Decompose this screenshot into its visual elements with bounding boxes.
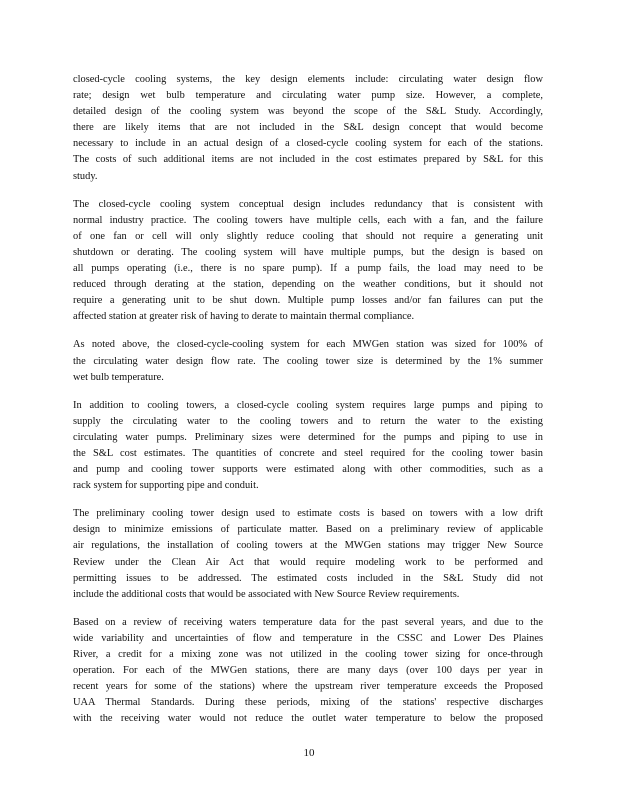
text-line: design to minimize emissions of particulate matter. Based on a preliminary review of applicable	[73, 524, 543, 536]
text-line: detailed design of the cooling system was beyond the scope of the S&L Study. Accordingly,	[73, 106, 543, 118]
text-line: reduced through derating at the station, depending on the weather conditions, but it should not	[73, 279, 543, 291]
text-line: of one fan or cell will only slightly reduce cooling that should not require a generating unit	[73, 230, 543, 242]
text-line: rate; design wet bulb temperature and circulating water pump size. However, a complete,	[73, 90, 543, 102]
body-text	[73, 72, 543, 739]
text-line: wide variability and uncertainties of flow and temperature in the CSSC and Lower Des Plaines	[73, 632, 543, 644]
text-line: Review under the Clean Air Act that would require modeling work to be performed and	[73, 556, 543, 568]
text-line: permitting issues to be addressed. The estimated costs included in the S&L Study did not	[73, 572, 543, 584]
text-line: normal industry practice. The cooling towers have multiple cells, each with a fan, and the failure	[73, 214, 543, 226]
text-line: rack system for supporting pipe and conduit.	[73, 480, 259, 492]
text-line: there are likely items that are not included in the S&L design concept that would become	[73, 122, 543, 134]
text-line: with the receiving water would not reduce the outlet water temperature to below the proposed	[73, 713, 543, 725]
text-line: As noted above, the closed-cycle-cooling system for each MWGen station was sized for 100% of	[73, 339, 543, 351]
text-line: recent years for some of the stations) where the upstream river temperature exceeds the Proposed	[73, 681, 543, 693]
page-number: 10	[303, 747, 315, 759]
text-line: necessary to include in an actual design of a closed-cycle cooling system for each of the stations.	[73, 138, 543, 150]
text-line: The closed-cycle cooling system conceptual design includes redundancy that is consistent with	[73, 198, 543, 210]
paragraph-1	[73, 72, 543, 185]
text-line: supply the circulating water to the cooling towers and to return the water to the existing	[73, 415, 543, 427]
text-line: and pump and cooling tower supports were estimated along with other commodities, such as a	[73, 464, 543, 476]
text-line: the circulating water design flow rate. The cooling tower size is determined by the 1% summer	[73, 355, 543, 367]
text-line: wet bulb temperature.	[73, 371, 164, 383]
text-line: The preliminary cooling tower design used to estimate costs is based on towers with a low drift	[73, 508, 543, 520]
text-line: shutdown or derating. The cooling system will have multiple pumps, but the design is based on	[73, 246, 543, 258]
text-line: River, a credit for a mixing zone was not utilized in the cooling tower sizing for once-through	[73, 649, 543, 660]
text-line: closed-cycle cooling systems, the key design elements include: circulating water design flow	[73, 74, 543, 85]
text-line: UAA Thermal Standards. During these periods, mixing of the stations' respective discharges	[73, 697, 543, 709]
text-line: The costs of such additional items are not included in the cost estimates prepared by S&L for this	[73, 154, 543, 166]
text-line: air regulations, the installation of cooling towers at the MWGen stations may trigger New Source	[73, 540, 543, 552]
text-line: In addition to cooling towers, a closed-cycle cooling system requires large pumps and piping to	[73, 399, 543, 411]
text-line: operation. For each of the MWGen stations, there are many days (over 100 days per year in	[73, 665, 543, 677]
text-line: affected station at greater risk of having to derate to maintain thermal compliance.	[73, 311, 415, 323]
paragraph-6	[73, 615, 543, 728]
paragraph-3	[73, 337, 543, 385]
text-line: the S&L cost estimates. The quantities of concrete and steel required for the cooling tower basin	[73, 447, 543, 459]
paragraph-4	[73, 398, 543, 495]
text-line: circulating water pumps. Preliminary sizes were determined for the pumps and piping to use in	[73, 431, 543, 443]
text-line: include the additional costs that would be associated with New Source Review requirements.	[73, 588, 460, 600]
text-line: study.	[73, 170, 98, 182]
paragraph-2	[73, 197, 543, 326]
text-line: require a generating unit to be shut down. Multiple pump losses and/or fan failures can put the	[73, 295, 543, 307]
text-line: Based on a review of receiving waters temperature data for the past several years, and due to the	[73, 616, 543, 628]
paragraph-5	[73, 506, 543, 603]
text-line: all pumps operating (i.e., there is no spare pump). If a pump fails, the load may need to be	[73, 263, 543, 275]
